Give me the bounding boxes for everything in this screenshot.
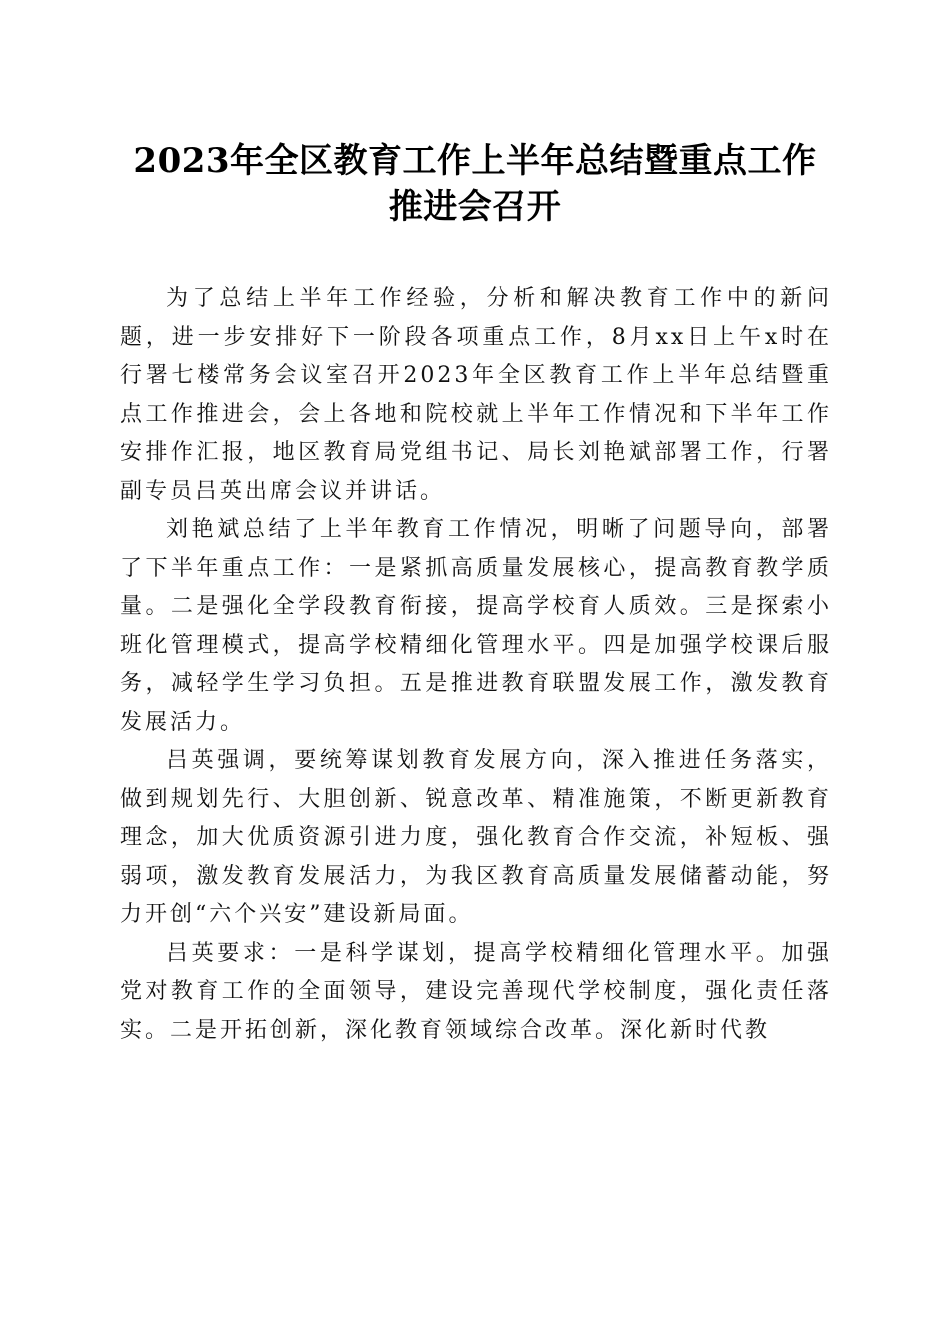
paragraph-2: 刘艳斌总结了上半年教育工作情况，明晰了问题导向，部署了下半年重点工作：一是紧抓高质量发展核心，提高教育教学质量。二是强化全学段教育衔接，提高学校育人质效。三是探索小班化管理模式，提高学校精细化管理水平。四是加强学校课后服务，减轻学生学习负担。五是推进教育联盟发展工作，激发教育发展活力。 [120, 517, 832, 735]
title-line-2: 推进会召开 [388, 187, 562, 227]
title-line-1: 2023年全区教育工作上半年总结暨重点工作 [133, 141, 817, 181]
paragraph-3: 吕英强调，要统筹谋划教育发展方向，深入推进任务落实，做到规划先行、大胆创新、锐意改革、精准施策，不断更新教育理念，加大优质资源引进力度，强化教育合作交流，补短板、强弱项，激发教育发展活力，为我区教育高质量发展储蓄动能，努力开创“六个兴安”建设新局面。 [120, 748, 832, 927]
document-body [120, 280, 832, 1050]
document-title [100, 138, 850, 230]
paragraph-1: 为了总结上半年工作经验，分析和解决教育工作中的新问题，进一步安排好下一阶段各项重点工作，8月xx日上午x时在行署七楼常务会议室召开2023年全区教育工作上半年总结暨重点工作推进会，会上各地和院校就上半年工作情况和下半年工作安排作汇报，地区教育局党组书记、局长刘艳斌部署工作，行署副专员吕英出席会议并讲话。 [120, 286, 832, 504]
paragraph-4: 吕英要求：一是科学谋划，提高学校精细化管理水平。加强党对教育工作的全面领导，建设完善现代学校制度，强化责任落实。二是开拓创新，深化教育领域综合改革。深化新时代教 [120, 940, 832, 1043]
